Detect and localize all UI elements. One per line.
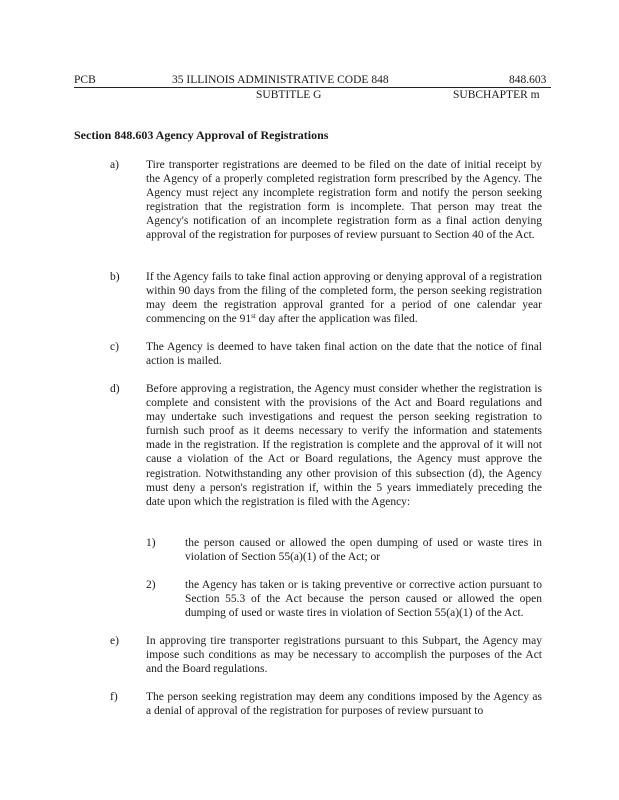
- subparagraph-label-1: 1): [146, 537, 156, 549]
- paragraph-b: [146, 270, 542, 326]
- paragraph-f: The person seeking registration may deem any conditions imposed by the Agency as a denial of approval of the registration for purposes of review pursuant to: [146, 691, 542, 718]
- subparagraph-label-2: 2): [146, 579, 156, 591]
- header-section-number: 848.603: [509, 74, 547, 86]
- paragraph-label-c: c): [110, 341, 119, 353]
- header-rule: [74, 87, 551, 88]
- paragraph-b-text-end: day after the application was filed.: [255, 313, 418, 326]
- paragraph-b-text: If the Agency fails to take final action approving or denying approval of a registration within 90 days from the filing of the completed form, the person seeking registration may deem the registration approval granted for a period of one calendar year commencing on the 91: [146, 271, 542, 326]
- paragraph-label-f: f): [110, 691, 118, 703]
- paragraph-a: Tire transporter registrations are deemed to be filed on the date of initial receipt by the Agency of a properly completed registration form prescribed by the Agency. The Agency must reject any incomplete registration form and notify the person seeking registration that the registration form is incomplete. That person may treat the Agency's notification of an incomplete registration form as a final action denying approval of the registration for purposes of review pursuant to Section 40 of the Act.: [146, 159, 542, 242]
- paragraph-label-e: e): [110, 635, 119, 647]
- header-agency: PCB: [74, 74, 96, 86]
- paragraph-b-superscript: st: [251, 312, 256, 321]
- paragraph-d: Before approving a registration, the Agency must consider whether the registration is complete and consistent with the provisions of the Act and Board regulations and may undertake such investigations and request the person seeking registration to furnish such proof as it deems necessary to verify the information and statements made in the registration. If the registration is complete and the approval of it will not cause a violation of the Act or Board regulations, the Agency must approve the registration. Notwithstanding any other provision of this subsection (d), the Agency must deny a person's registration if, within the 5 years immediately preceding the date upon which the registration is filed with the Agency:: [146, 383, 542, 508]
- paragraph-label-d: d): [110, 383, 120, 395]
- header-code-title: 35 ILLINOIS ADMINISTRATIVE CODE 848: [172, 74, 389, 86]
- paragraph-label-b: b): [110, 271, 120, 283]
- header-subchapter: SUBCHAPTER m: [453, 89, 540, 101]
- paragraph-c: The Agency is deemed to have taken final action on the date that the notice of final action is mailed.: [146, 341, 542, 368]
- subparagraph-1: the person caused or allowed the open dumping of used or waste tires in violation of Section 55(a)(1) of the Act; or: [185, 537, 542, 564]
- subparagraph-2: the Agency has taken or is taking preventive or corrective action pursuant to Section 55.3 of the Act because the person caused or allowed the open dumping of used or waste tires in violation of Section 55(a)(1) of the Act.: [185, 579, 542, 620]
- section-title: Section 848.603 Agency Approval of Registrations: [74, 128, 329, 142]
- paragraph-label-a: a): [110, 159, 119, 171]
- header-subtitle: SUBTITLE G: [256, 89, 322, 101]
- paragraph-e: In approving tire transporter registrations pursuant to this Subpart, the Agency may impose such conditions as may be necessary to accomplish the purposes of the Act and the Board regulations.: [146, 635, 542, 676]
